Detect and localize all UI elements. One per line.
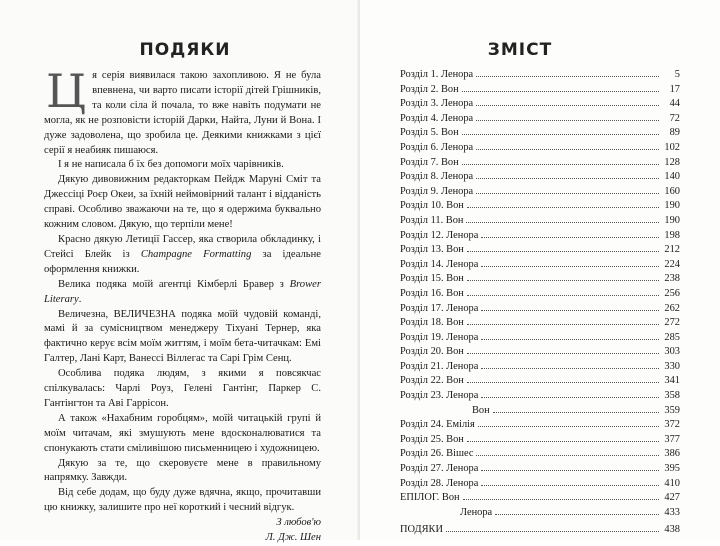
toc-entry (400, 199, 680, 214)
toc-leader-dots (476, 75, 659, 77)
toc-entry-page: 359 (664, 404, 680, 416)
toc-entry (400, 156, 680, 171)
acknowledgements-title: ПОДЯКИ (139, 40, 231, 60)
toc-entry-page: 395 (664, 463, 680, 475)
toc-entry-page: 160 (664, 185, 680, 197)
toc-entry-label: Розділ 13. Вон (400, 244, 464, 256)
toc-leader-dots (446, 530, 659, 532)
toc-entry-label: ПОДЯКИ (400, 524, 443, 536)
paragraph-6: Величезна, ВЕЛИЧЕЗНА подяка моїй чудовій команді, мамі й за сумісництвом менеджеру Тіхуані Тернер, яка фактично керує всім моїм життям, і моїм бета-читачкам: Емі Галтер, Лані Карт, Ванессі Віллегас та Сарі Грім Сенц. (44, 308, 321, 365)
signature-line-1: З любов'ю (276, 517, 321, 529)
toc-entry (400, 258, 680, 273)
toc-entry-page: 372 (664, 419, 680, 431)
toc-entry (400, 477, 680, 492)
toc-entry-label: Вон (472, 404, 490, 416)
toc-entry-page: 341 (664, 375, 680, 387)
toc-entry (400, 214, 680, 229)
toc-entry-page: 17 (669, 83, 680, 95)
paragraph-9: Дякую за те, що скеровуєте мене в правильному напрямку. Завжди. (44, 457, 321, 484)
toc-entry-label: Розділ 11. Вон (400, 214, 464, 226)
acknowledgements-page (0, 0, 360, 544)
toc-entry-page: 427 (664, 492, 680, 504)
paragraph-10: Від себе додам, що буду дуже вдячна, якщо, прочитавши цю книжку, залишите про неї короткий і чесний відгук. (44, 487, 321, 514)
toc-leader-dots (493, 411, 659, 413)
paragraph-1 (44, 64, 321, 158)
toc-entry-label: Розділ 14. Ленора (400, 258, 479, 270)
toc-entry-page: 190 (664, 200, 680, 212)
toc-entry-page: 438 (664, 524, 680, 536)
toc-entry-page: 386 (664, 448, 680, 460)
toc-entry (400, 447, 680, 462)
toc-leader-dots (481, 469, 659, 471)
toc-leader-dots (462, 133, 659, 135)
toc-entry-label: Розділ 3. Ленора (400, 98, 474, 110)
toc-entry-page: 272 (664, 317, 680, 329)
paragraph-4-end: за ідеальне оформлення книжки. (44, 248, 321, 275)
toc-entry-label: Розділ 17. Ленора (400, 302, 479, 314)
paragraph-2: І я не написала б їх без допомоги моїх чарівників. (58, 159, 284, 171)
toc-entry-page: 190 (664, 214, 680, 226)
toc-entry (400, 462, 680, 477)
toc-entry-page: 89 (669, 127, 680, 139)
toc-entry-label: Розділ 28. Ленора (400, 477, 479, 489)
toc-entry-page: 238 (664, 273, 680, 285)
toc-entry-label: Розділ 4. Ленора (400, 112, 474, 124)
toc-entry-label: Розділ 19. Ленора (400, 331, 479, 343)
toc-entry-label: Розділ 2. Вон (400, 83, 459, 95)
toc-leader-dots (481, 367, 659, 369)
toc-leader-dots (467, 352, 659, 354)
toc-entry (400, 83, 680, 98)
toc-entry-label: Розділ 22. Вон (400, 375, 464, 387)
paragraph-5-italic: Brower Literary (44, 278, 321, 305)
toc-entry-page: 224 (664, 258, 680, 270)
toc-entry-page: 285 (664, 331, 680, 343)
toc-entry (400, 360, 680, 375)
toc-entry-page: 262 (664, 302, 680, 314)
toc-entry (400, 523, 680, 538)
toc-entry (400, 491, 680, 506)
toc-entry-label: Розділ 16. Вон (400, 287, 464, 299)
toc-entry (400, 302, 680, 317)
paragraph-3: Дякую дивовижним редакторкам Пейдж Маруні Сміт та Джессіці Роєр Океи, за їхній неймовірний талант і відданість справі. Особливо зважаючи на те, що я одержима буквально кожним словом. Дякую, що терпіли мене! (44, 174, 321, 231)
signature-line-2: Л. Дж. Шен (265, 532, 321, 544)
toc-leader-dots (467, 206, 659, 208)
toc-entry-page: 410 (664, 477, 680, 489)
toc-entry (400, 418, 680, 433)
toc-entry (400, 316, 680, 331)
toc-leader-dots (476, 119, 659, 121)
toc-leader-dots (481, 396, 659, 398)
toc-leader-dots (478, 425, 659, 427)
toc-leader-dots (462, 163, 659, 165)
paragraph-5-end: . (78, 293, 82, 305)
toc-entry-label: Розділ 12. Ленора (400, 229, 479, 241)
toc-entry-label: Розділ 26. Вішес (400, 448, 474, 460)
toc-entry (400, 68, 680, 83)
toc-entry-page: 72 (669, 112, 680, 124)
toc-entry-label: Розділ 20. Вон (400, 346, 464, 358)
toc-entry-label: Розділ 25. Вон (400, 433, 464, 445)
toc-entry (400, 331, 680, 346)
toc-entry-label: Розділ 8. Ленора (400, 171, 474, 183)
toc-leader-dots (476, 192, 659, 194)
toc-entry-page: 377 (664, 433, 680, 445)
toc-leader-dots (476, 104, 659, 106)
toc-leader-dots (481, 236, 659, 238)
paragraph-1-text: я серія виявилася такою захопливою. Я не була впевнена, чи варто писати історії дітей Грішників, та коли сіла й почала, то вже навіть подумати не могла, як не розповісти історій Дарки, Найта, Луни й Вона. І дуже задоволена, що зробила це. Деякими книжками з цієї серії я неабияк пишаюся. (44, 70, 321, 156)
toc-entry-page: 303 (664, 346, 680, 358)
drop-cap: Ц (46, 64, 87, 118)
toc-leader-dots (481, 338, 659, 340)
acknowledgements-text (44, 64, 321, 546)
toc-leader-dots (467, 250, 659, 252)
toc-leader-dots (463, 498, 659, 500)
toc-entry (400, 272, 680, 287)
toc-entry-page: 140 (664, 171, 680, 183)
toc-leader-dots (467, 323, 659, 325)
toc-entry (400, 126, 680, 141)
toc-entry-page: 198 (664, 229, 680, 241)
paragraph-4-text: Красно дякую Летиції Гассер, яка створила обкладинку, і Стейсі Блейк із (44, 233, 321, 260)
toc-entry (400, 506, 680, 521)
toc-entry-label: Розділ 10. Вон (400, 200, 464, 212)
toc-entry (400, 170, 680, 185)
toc-entry-page: 256 (664, 287, 680, 299)
toc-entry (400, 97, 680, 112)
toc-entry (400, 112, 680, 127)
toc-entry-page: 212 (664, 244, 680, 256)
paragraph-5 (44, 278, 321, 308)
paragraph-4-italic: Champagne Formatting (140, 248, 252, 260)
toc-entry (400, 345, 680, 360)
table-of-contents (400, 68, 680, 538)
toc-entry-label: Розділ 18. Вон (400, 317, 464, 329)
toc-entry-label: Розділ 1. Ленора (400, 69, 474, 80)
toc-entry (400, 287, 680, 302)
toc-leader-dots (462, 90, 659, 92)
toc-entry (400, 404, 680, 419)
toc-entry-label: Розділ 7. Вон (400, 156, 459, 168)
toc-entry-label: Розділ 23. Ленора (400, 390, 479, 402)
toc-leader-dots (467, 294, 659, 296)
toc-entry-label: Розділ 24. Емілія (400, 419, 475, 431)
paragraph-4 (44, 233, 321, 278)
toc-entry-page: 433 (664, 506, 680, 518)
toc-leader-dots (476, 454, 659, 456)
toc-entry-label: Ленора (460, 506, 493, 518)
toc-entry-label: Розділ 21. Ленора (400, 360, 479, 372)
toc-entry (400, 185, 680, 200)
paragraph-7: Особлива подяка людям, з якими я повсякчас спілкувалась: Чарлі Роуз, Гелені Гантінг, Паркер С. Гантінгтон та Аві Гаррісон. (44, 368, 321, 409)
toc-entry-page: 5 (674, 69, 680, 80)
toc-entry-label: Розділ 27. Ленора (400, 463, 479, 475)
toc-leader-dots (495, 513, 659, 515)
toc-entry-label: Розділ 6. Ленора (400, 141, 474, 153)
toc-entry-page: 102 (664, 141, 680, 153)
toc-leader-dots (476, 177, 659, 179)
toc-entry (400, 374, 680, 389)
toc-entry-page: 330 (664, 360, 680, 372)
toc-leader-dots (466, 221, 659, 223)
toc-leader-dots (467, 381, 659, 383)
contents-title: ЗМІСТ (487, 40, 553, 60)
toc-entry-label: Розділ 5. Вон (400, 127, 459, 139)
toc-leader-dots (481, 309, 659, 311)
toc-entry (400, 389, 680, 404)
toc-entry (400, 229, 680, 244)
toc-entry-page: 358 (664, 390, 680, 402)
toc-entry-page: 128 (664, 156, 680, 168)
toc-entry (400, 243, 680, 258)
paragraph-5-text: Велика подяка моїй агентці Кімберлі Бравер з (58, 278, 290, 290)
toc-leader-dots (481, 265, 659, 267)
toc-leader-dots (467, 440, 659, 442)
toc-entry-page: 44 (669, 98, 680, 110)
toc-entry-label: Розділ 15. Вон (400, 273, 464, 285)
toc-leader-dots (467, 279, 659, 281)
toc-entry-label: ЕПІЛОГ. Вон (400, 492, 460, 504)
toc-leader-dots (476, 148, 659, 150)
toc-entry (400, 433, 680, 448)
toc-entry (400, 141, 680, 156)
paragraph-8: А також «Нахабним горобцям», моїй читацькій групі й моїм читачам, які змушують мене вдосконалюватися та спонукають стати сміливішою письменницею і художницею. (44, 412, 321, 454)
toc-entry-label: Розділ 9. Ленора (400, 185, 474, 197)
toc-leader-dots (481, 484, 659, 486)
